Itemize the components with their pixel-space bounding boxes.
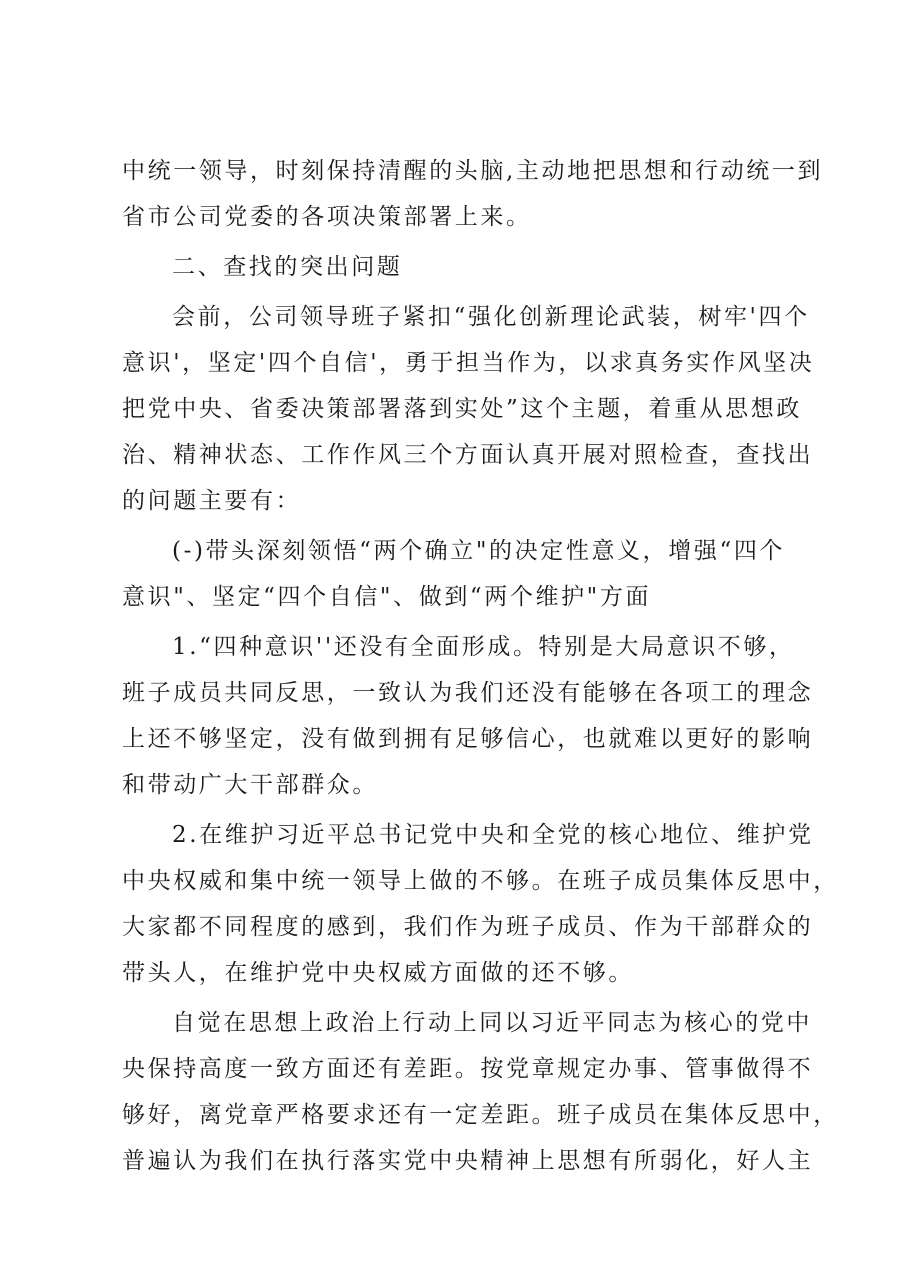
text-line: 省市公司党委的各项决策部署上来。 [122,204,532,230]
text-line: 央保持高度一致方面还有差距。按党章规定办事、管事做得不 [122,1056,814,1082]
text-line: 1.“四种意识''还没有全面形成。特别是大局意识不够， [172,634,795,660]
text-line: 意识"、坚定“四个自信"、做到“两个维护"方面 [122,584,652,610]
text-line: 班子成员共同反思，一致认为我们还没有能够在各项工的理念 [122,680,814,706]
text-line: 的问题主要有： [122,488,302,514]
text-line: 会前，公司领导班子紧扣“强化创新理论武装，树牢'四个 [172,304,810,330]
subsection-heading: (-)带头深刻领悟“两个确立"的决定性意义，增强“四个 [172,538,786,564]
text-line: 治、精神状态、工作作风三个方面认真开展对照检查，查找出 [122,442,814,468]
text-line: 带头人，在维护党中央权威方面做的还不够。 [122,960,634,986]
text-line: 2.在维护习近平总书记党中央和全党的核心地位、维护党 [172,822,814,848]
text-line: 把党中央、省委决策部署落到实处”这个主题，着重从思想政 [122,396,802,422]
section-heading: 二、查找的突出问题 [172,254,403,280]
text-line: 和带动广大干部群众。 [122,772,378,798]
text-line: 普遍认为我们在执行落实党中央精神上思想有所弱化，好人主 [122,1148,814,1174]
text-line: 意识'，坚定'四个自信'，勇于担当作为，以求真务实作风坚决 [122,350,815,376]
text-line: 中央权威和集中统一领导上做的不够。在班子成员集体反思中， [122,868,839,894]
text-line: 自觉在思想上政治上行动上同以习近平同志为核心的党中 [172,1010,812,1036]
text-line: 上还不够坚定，没有做到拥有足够信心，也就难以更好的影响 [122,726,814,752]
text-line: 够好，离党章严格要求还有一定差距。班子成员在集体反思中， [122,1102,839,1128]
text-line: 中统一领导，时刻保持清醒的头脑,主动地把思想和行动统一到 [122,158,824,184]
document-body [122,148,839,1184]
text-line: 大家都不同程度的感到，我们作为班子成员、作为干部群众的 [122,914,814,940]
